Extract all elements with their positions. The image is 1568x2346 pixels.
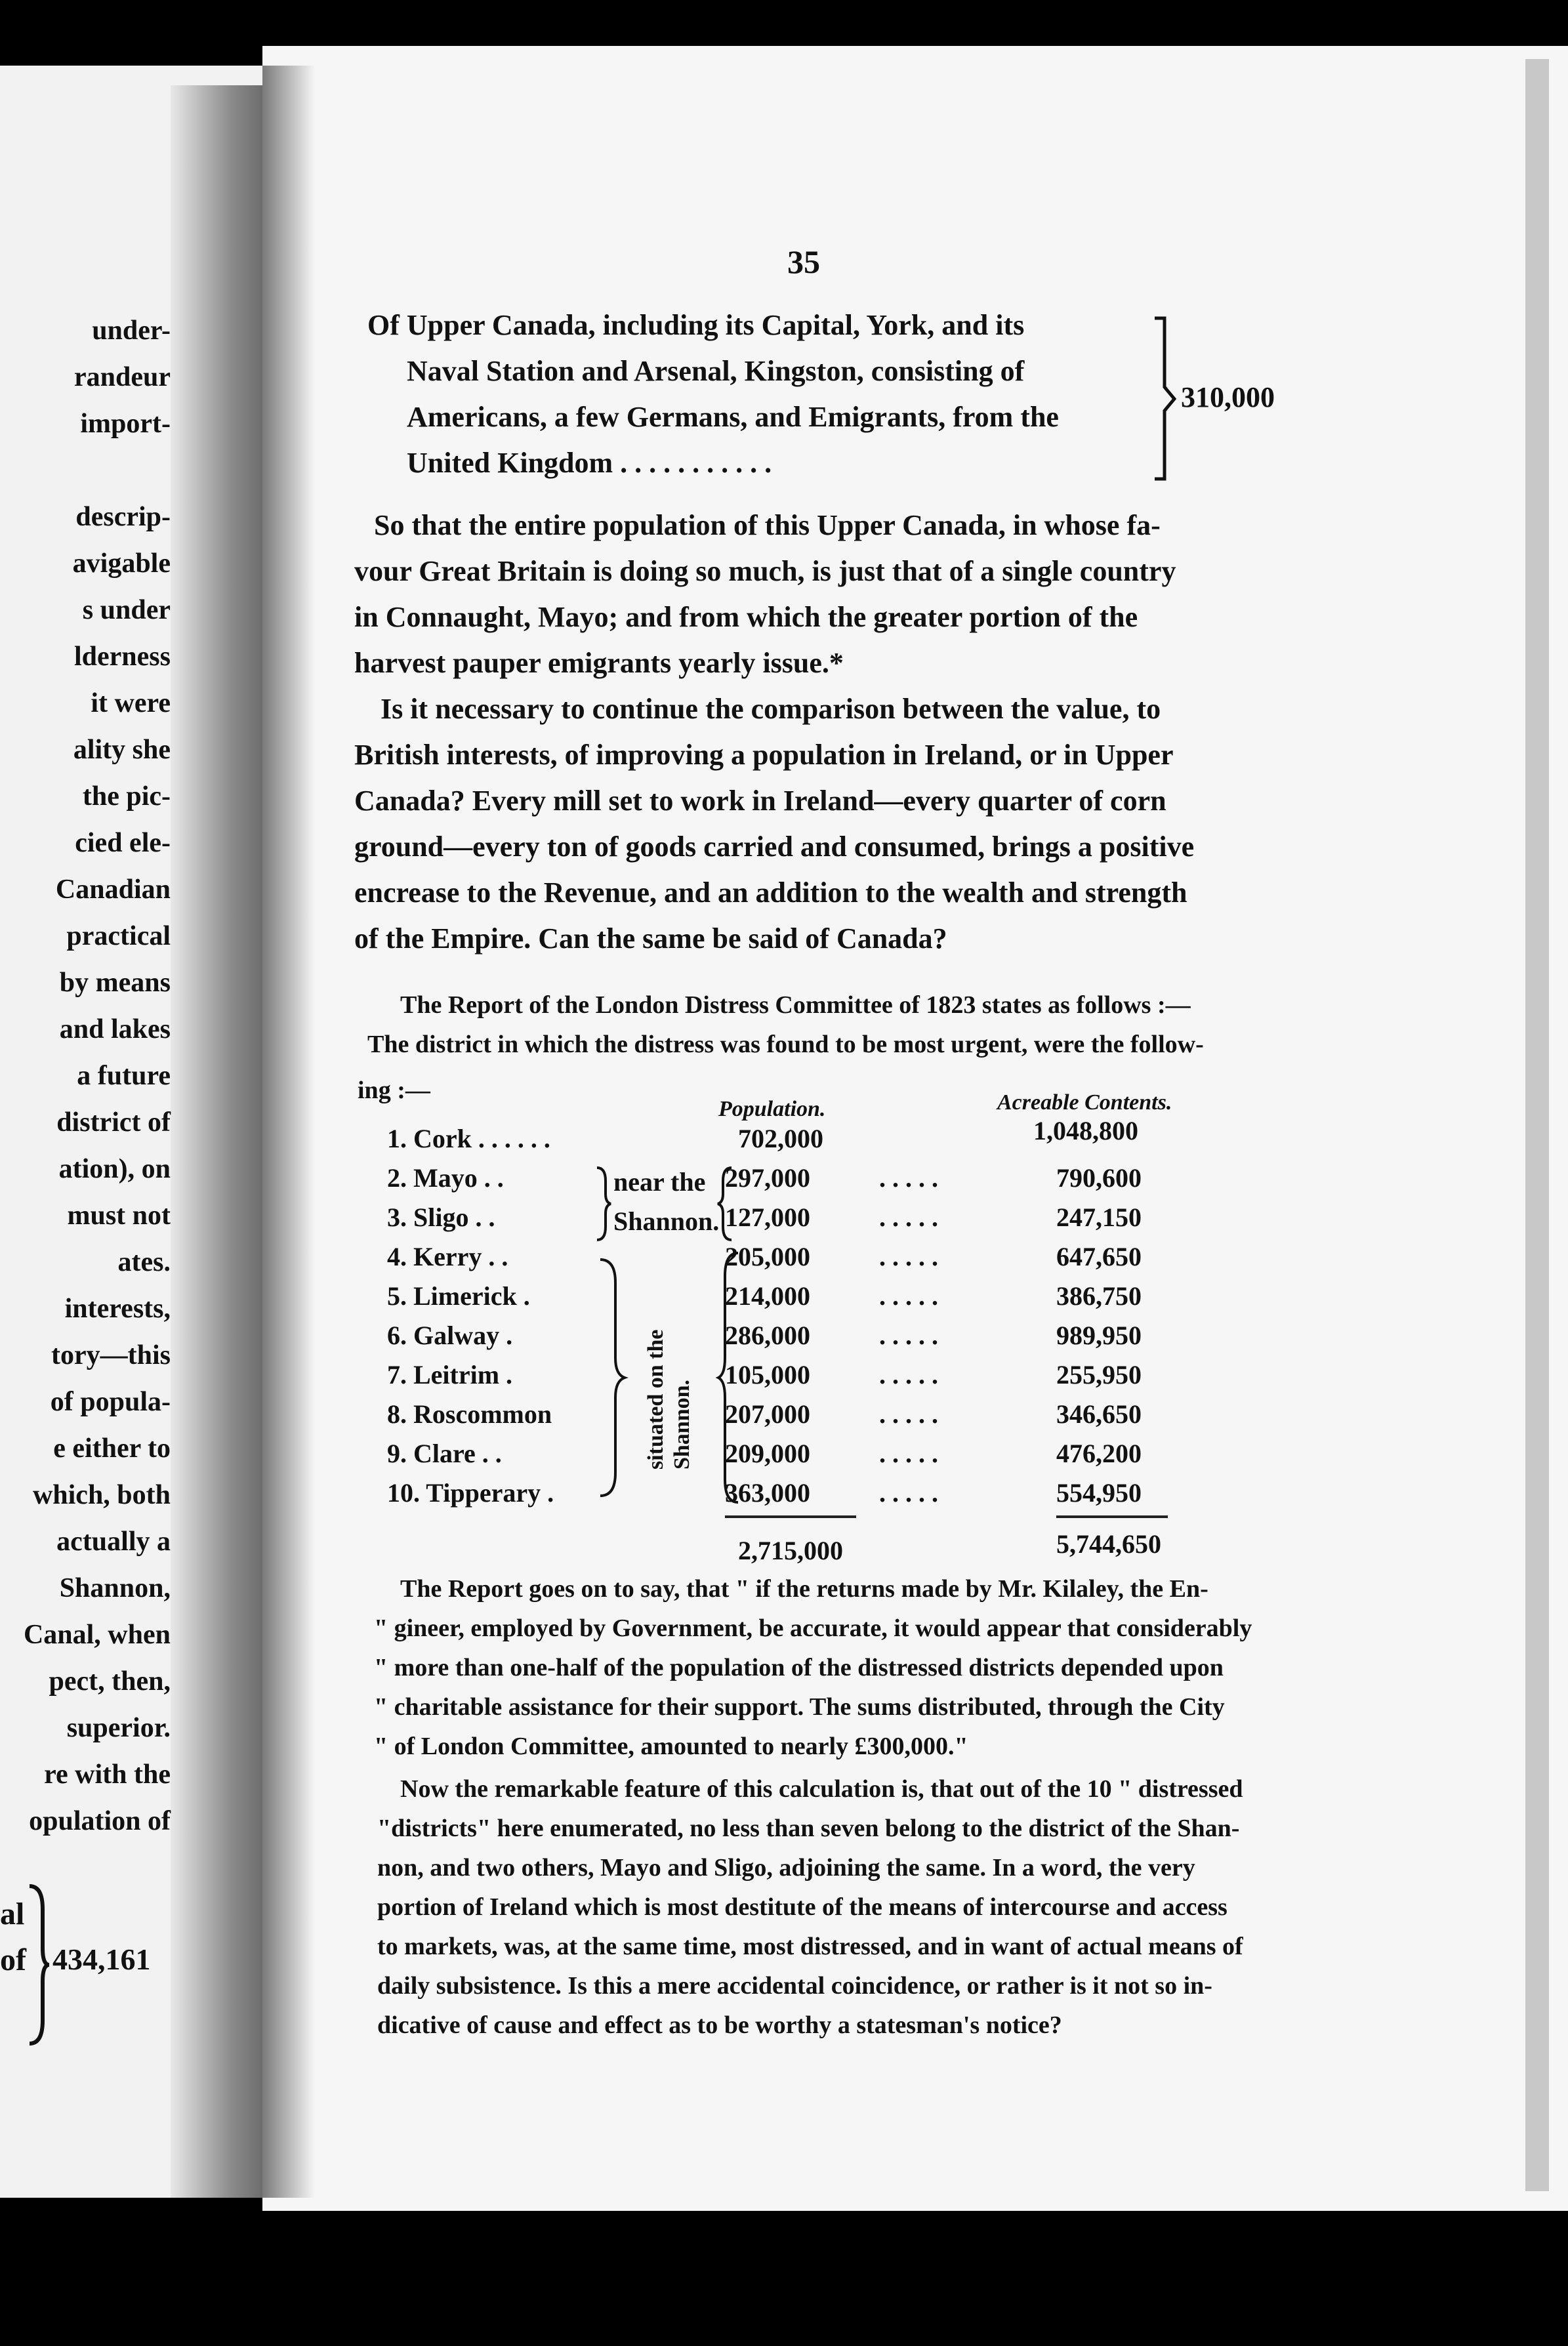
para2-line-4: ground—every ton of goods carried and consumed, brings a positive <box>354 831 1195 863</box>
district-acreable: 647,650 <box>1056 1242 1142 1271</box>
district-label: 10. Tipperary . <box>387 1478 554 1508</box>
para1-line-1: So that the entire population of this Upper Canada, in whose fa- <box>374 509 1161 541</box>
quote-line-1: The Report goes on to say, that " if the returns made by Mr. Kilaley, the En- <box>400 1575 1208 1603</box>
left-fragment: ality she <box>73 735 171 765</box>
district-acreable: 1,048,800 <box>1033 1116 1138 1145</box>
leader-dots: . . . . . <box>879 1242 938 1271</box>
canada-line-4: United Kingdom . . . . . . . . . . . <box>407 447 772 479</box>
header-acreable: Acreable Contents. <box>997 1090 1172 1115</box>
district-population: 207,000 <box>725 1399 810 1429</box>
left-fragment: s under <box>82 595 171 625</box>
leader-dots: . . . . . <box>879 1281 938 1311</box>
left-bottom-of: of <box>0 1943 26 1977</box>
canada-line-2: Naval Station and Arsenal, Kingston, consisting of <box>407 355 1025 387</box>
situated-label <box>643 1330 695 1470</box>
final-line-5: to markets, was, at the same time, most distressed, and in want of actual means of <box>377 1933 1243 1960</box>
district-label: 3. Sligo . . <box>387 1203 495 1232</box>
left-fragment: must not <box>67 1201 171 1231</box>
district-population: 105,000 <box>725 1360 810 1389</box>
canada-brace <box>1151 315 1178 485</box>
district-acreable: 790,600 <box>1056 1163 1142 1193</box>
district-population: 214,000 <box>725 1281 810 1311</box>
leader-dots: . . . . . <box>879 1478 938 1508</box>
left-fragment: practical <box>66 921 171 951</box>
left-fragment: the pic- <box>82 781 171 812</box>
left-fragment: Shannon, <box>59 1573 171 1603</box>
near-shannon-brace-right <box>715 1164 735 1243</box>
para2-line-5: encrease to the Revenue, and an addition to the wealth and strength <box>354 876 1187 909</box>
situated-label-2: Shannon. <box>670 1379 694 1470</box>
canada-line-3: Americans, a few Germans, and Emigrants, from the <box>407 401 1059 433</box>
final-line-1: Now the remarkable feature of this calculation is, that out of the 10 " distressed <box>400 1775 1243 1803</box>
near-shannon-brace <box>594 1164 613 1243</box>
district-label: 8. Roscommon <box>387 1399 552 1429</box>
left-fragment: superior. <box>66 1713 171 1743</box>
near-shannon-label-2: Shannon. <box>613 1206 720 1236</box>
canada-line-1: Of Upper Canada, including its Capital, York, and its <box>367 309 1025 341</box>
district-label: 4. Kerry . . <box>387 1242 508 1271</box>
gutter-shadow-right <box>262 66 315 2198</box>
left-fragment: randeur <box>74 362 171 392</box>
left-fragment: a future <box>77 1061 171 1091</box>
left-fragment: e either to <box>53 1433 171 1464</box>
situated-brace-right <box>715 1250 741 1506</box>
district-population: 209,000 <box>725 1439 810 1468</box>
leader-dots: . . . . . <box>879 1439 938 1468</box>
report-intro-2: The district in which the distress was found to be most urgent, were the follow- <box>367 1031 1204 1058</box>
left-bottom-al: al <box>0 1897 25 1931</box>
district-label: 2. Mayo . . <box>387 1163 504 1193</box>
district-population: 702,000 <box>738 1124 823 1153</box>
population-total-rule <box>725 1515 856 1518</box>
left-fragment: lderness <box>74 642 171 672</box>
district-acreable: 247,150 <box>1056 1203 1142 1232</box>
header-population: Population. <box>718 1097 826 1121</box>
near-shannon-label: near the <box>613 1167 706 1197</box>
leader-dots: . . . . . <box>879 1399 938 1429</box>
district-label: 7. Leitrim . <box>387 1360 513 1389</box>
left-fragment: district of <box>56 1107 171 1138</box>
canada-total: 310,000 <box>1181 381 1275 413</box>
left-fragment: and lakes <box>59 1014 171 1044</box>
district-acreable: 386,750 <box>1056 1281 1142 1311</box>
leader-dots: . . . . . <box>879 1163 938 1193</box>
left-fragment: ates. <box>117 1247 171 1277</box>
district-population: 286,000 <box>725 1321 810 1350</box>
district-acreable: 346,650 <box>1056 1399 1142 1429</box>
district-label: 1. Cork . . . . . . <box>387 1124 550 1153</box>
final-line-7: dicative of cause and effect as to be worthy a statesman's notice? <box>377 2011 1062 2039</box>
total-population: 2,715,000 <box>738 1536 843 1565</box>
district-population: 127,000 <box>725 1203 810 1232</box>
final-line-4: portion of Ireland which is most destitute of the means of intercourse and access <box>377 1893 1228 1921</box>
left-fragment: tory—this <box>51 1340 171 1370</box>
district-population: 205,000 <box>725 1242 810 1271</box>
acreable-total-rule <box>1056 1515 1168 1518</box>
para2-line-3: Canada? Every mill set to work in Ireland—every quarter of corn <box>354 785 1166 817</box>
left-fragment: descrip- <box>75 502 171 532</box>
situated-label-1: situated on the <box>644 1329 668 1470</box>
situated-brace-left <box>597 1256 630 1499</box>
page-edge <box>1525 59 1549 2191</box>
leader-dots: . . . . . <box>879 1360 938 1389</box>
quote-line-2: " gineer, employed by Government, be accurate, it would appear that considerably <box>374 1615 1252 1642</box>
report-intro-1: The Report of the London Distress Committee of 1823 states as follows :— <box>400 991 1191 1019</box>
district-label: 5. Limerick . <box>387 1281 530 1311</box>
left-fragment: re with the <box>44 1760 171 1790</box>
quote-line-4: " charitable assistance for their support. The sums distributed, through the City <box>374 1693 1225 1721</box>
district-acreable: 476,200 <box>1056 1439 1142 1468</box>
left-fragment: opulation of <box>29 1806 171 1836</box>
quote-line-5: " of London Committee, amounted to nearly £300,000." <box>374 1733 968 1760</box>
para1-line-3: in Connaught, Mayo; and from which the greater portion of the <box>354 601 1138 633</box>
left-fragment: under- <box>92 316 171 346</box>
quote-line-3: " more than one-half of the population of the distressed districts depended upon <box>374 1654 1224 1681</box>
district-acreable: 554,950 <box>1056 1478 1142 1508</box>
left-fragment: Canal, when <box>23 1620 171 1650</box>
left-brace <box>26 1883 52 2047</box>
total-acreable: 5,744,650 <box>1056 1529 1161 1559</box>
leader-dots: . . . . . <box>879 1321 938 1350</box>
district-population: 297,000 <box>725 1163 810 1193</box>
district-label: 9. Clare . . <box>387 1439 502 1468</box>
left-fragment: pect, then, <box>49 1666 171 1697</box>
para2-line-2: British interests, of improving a population in Ireland, or in Upper <box>354 739 1174 771</box>
para2-line-1: Is it necessary to continue the comparison between the value, to <box>381 693 1161 725</box>
left-fragment: import- <box>80 409 171 439</box>
report-intro-3: ing :— <box>358 1077 430 1104</box>
left-bottom-value: 434,161 <box>52 1943 151 1976</box>
left-fragment: ation), on <box>58 1154 171 1184</box>
left-fragment: avigable <box>72 548 171 579</box>
final-line-6: daily subsistence. Is this a mere accidental coincidence, or rather is it not so in- <box>377 1972 1212 2000</box>
left-fragment: which, both <box>32 1480 171 1510</box>
page-number: 35 <box>787 243 820 280</box>
left-fragment: interests, <box>64 1294 171 1324</box>
left-fragment: cied ele- <box>75 828 171 858</box>
final-line-3: non, and two others, Mayo and Sligo, adjoining the same. In a word, the very <box>377 1854 1195 1882</box>
district-acreable: 989,950 <box>1056 1321 1142 1350</box>
para1-line-2: vour Great Britain is doing so much, is just that of a single country <box>354 555 1176 587</box>
final-line-2: "districts" here enumerated, no less than seven belong to the district of the Shan- <box>377 1815 1240 1842</box>
district-acreable: 255,950 <box>1056 1360 1142 1389</box>
district-label: 6. Galway . <box>387 1321 513 1350</box>
left-fragment: by means <box>59 968 171 998</box>
left-fragment: it were <box>91 688 171 718</box>
left-fragment: Canadian <box>55 875 171 905</box>
leader-dots: . . . . . <box>879 1203 938 1232</box>
para1-line-4: harvest pauper emigrants yearly issue.* <box>354 647 844 679</box>
district-population: 363,000 <box>725 1478 810 1508</box>
left-fragment: actually a <box>56 1527 171 1557</box>
left-fragment: of popula- <box>50 1387 171 1417</box>
para2-line-6: of the Empire. Can the same be said of Canada? <box>354 922 947 955</box>
